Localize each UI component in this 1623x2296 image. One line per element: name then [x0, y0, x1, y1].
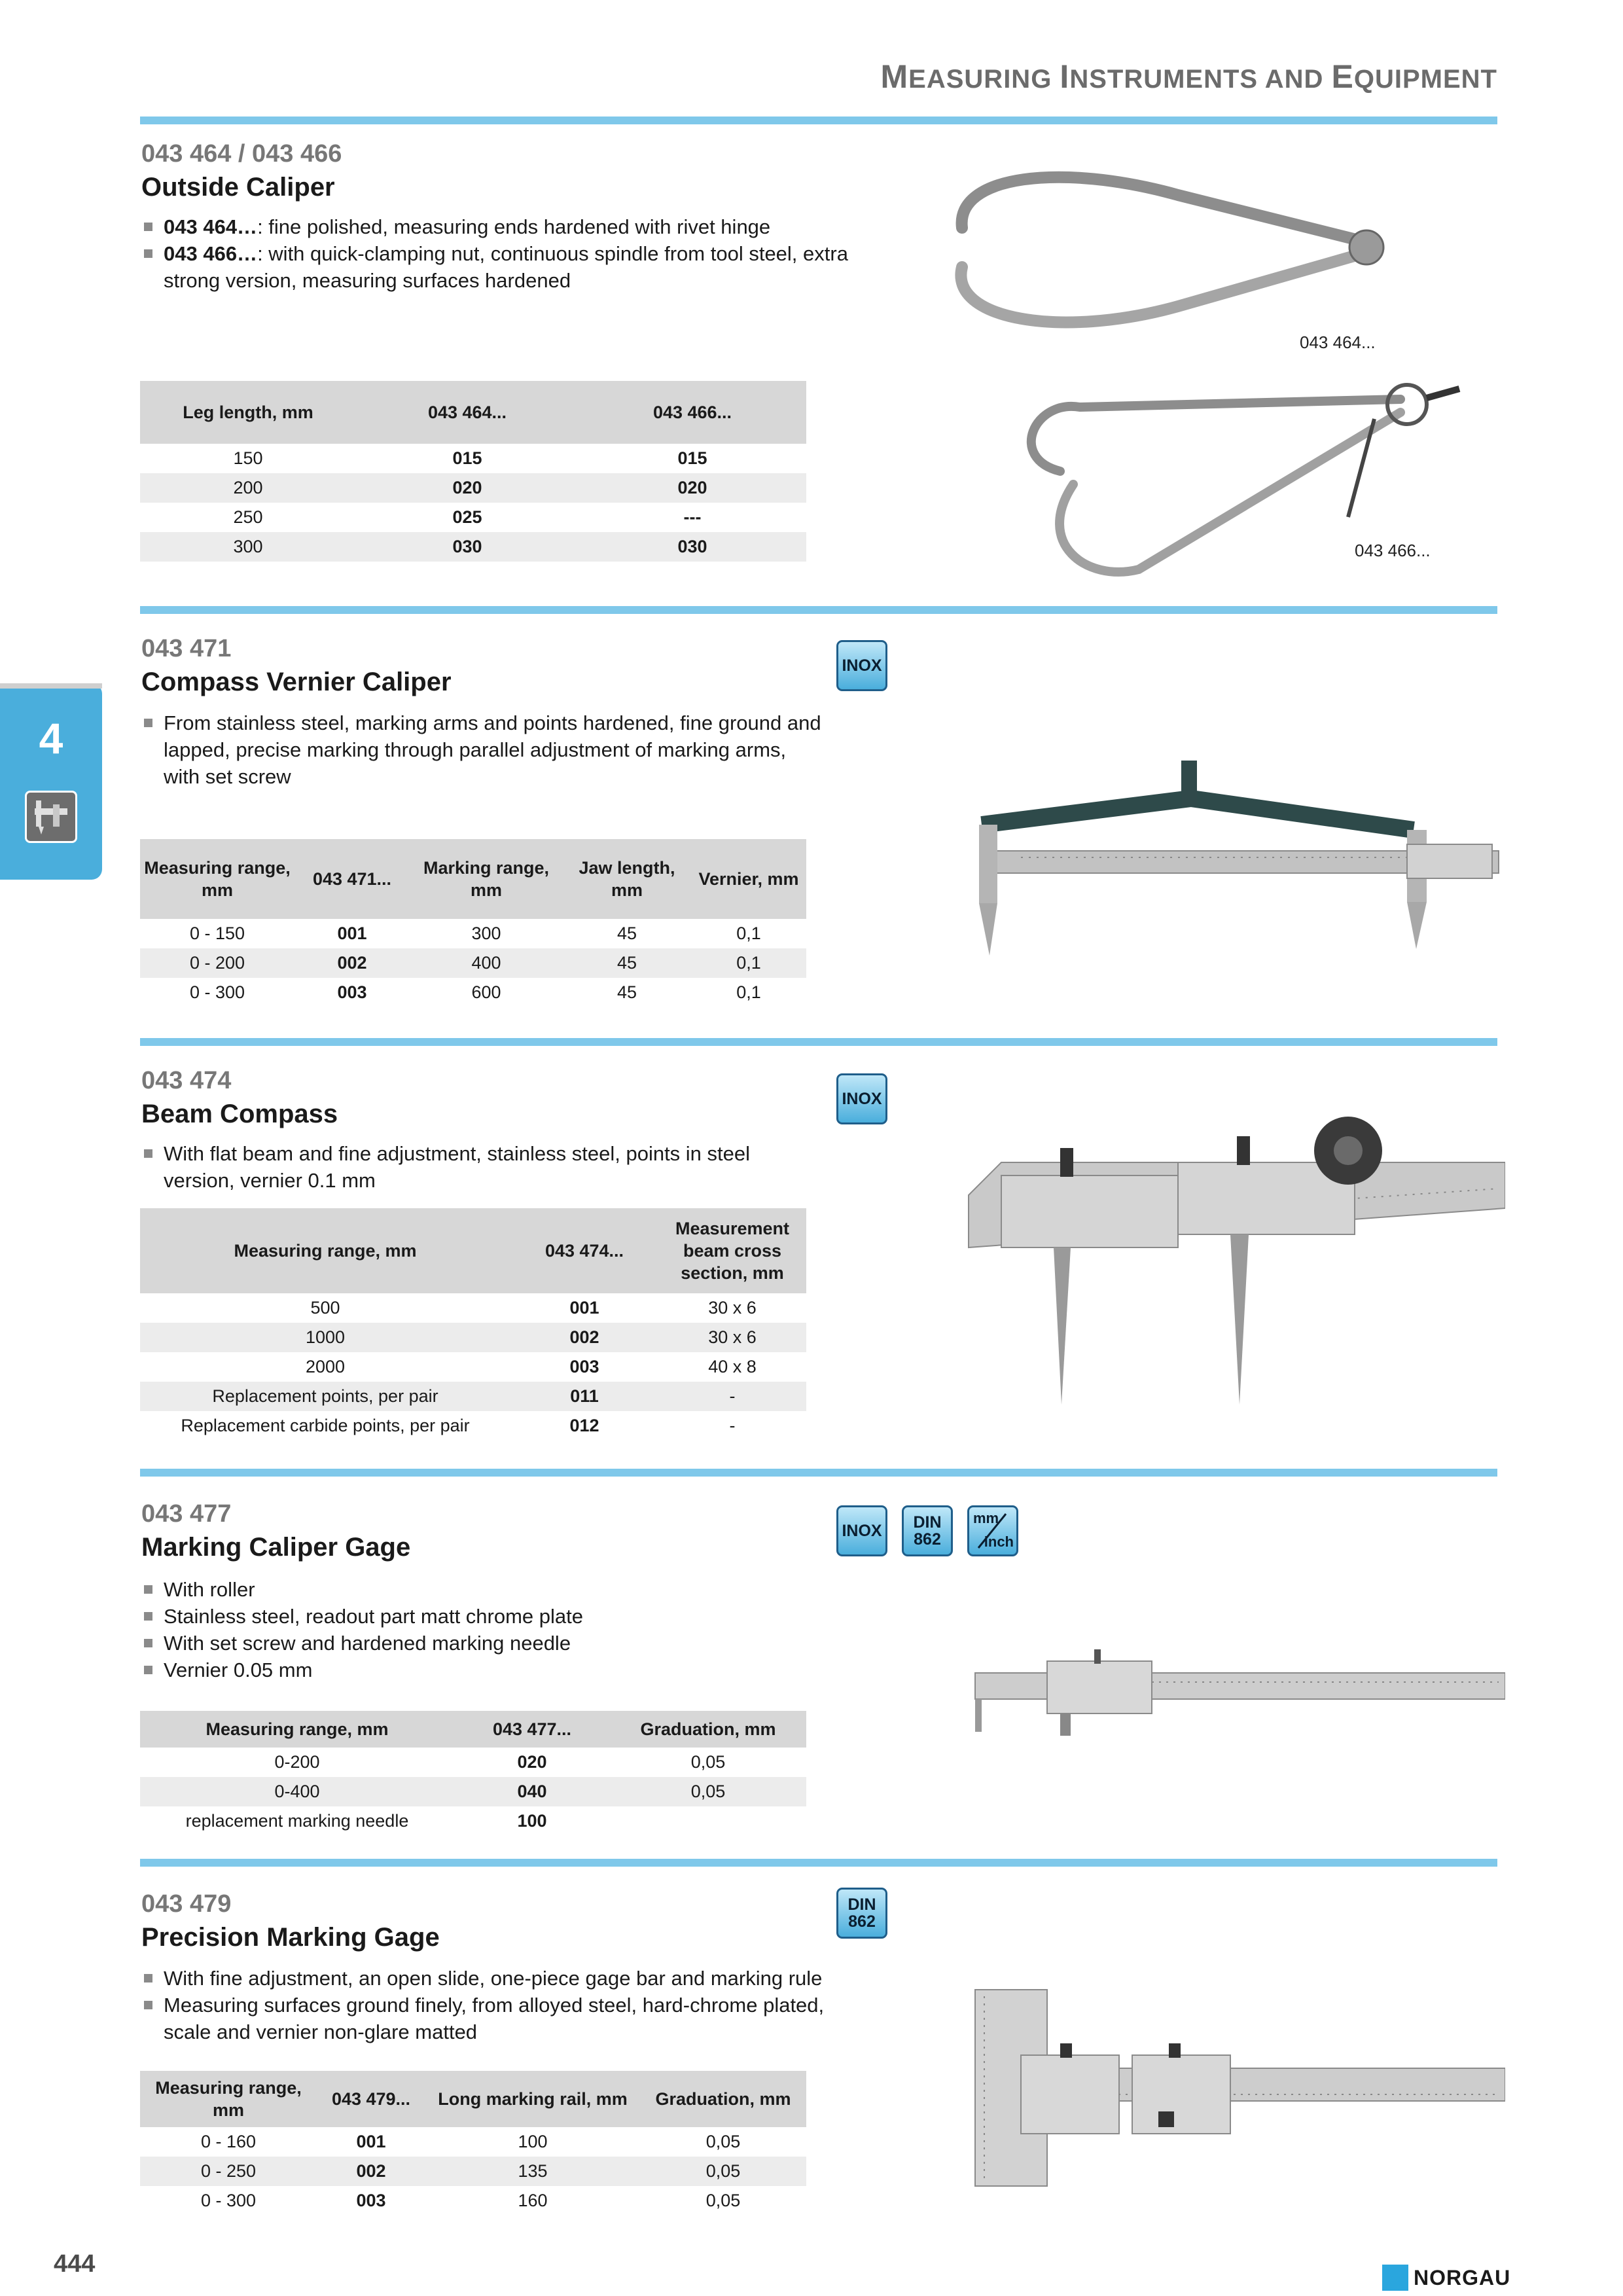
column-header: Graduation, mm [610, 1711, 806, 1748]
table-cell: 2000 [305, 1357, 346, 1376]
column-header: 043 479... [317, 2071, 425, 2127]
table-cell: 0,05 [705, 2132, 741, 2151]
chapter-number: 4 [39, 714, 63, 762]
beam-compass-image [962, 1110, 1505, 1418]
table-row [140, 1777, 806, 1806]
spec-table [140, 381, 806, 562]
product-code: 043 474 [141, 1067, 232, 1094]
list-item: 043 466…: with quick-clamping nut, continuous spindle from tool steel, extra strong version, measuring surfaces hardened [141, 240, 848, 294]
product-code: 043 471 [141, 635, 232, 662]
section-divider [140, 117, 1497, 124]
table-cell: 015 [677, 448, 707, 468]
list-item: Measuring surfaces ground finely, from alloyed steel, hard-chrome plated, scale and vernier non-glare matted [141, 1992, 874, 2045]
table-cell: 002 [510, 1323, 658, 1352]
table-cell: 150 [233, 448, 263, 468]
table-cell: 400 [410, 948, 563, 978]
column-header: 043 466... [579, 381, 806, 444]
table-cell: replacement marking needle [185, 1811, 409, 1831]
brand-logo-mark [1382, 2265, 1408, 2291]
table-cell: 0,05 [690, 1752, 726, 1772]
table-cell: 011 [510, 1382, 658, 1411]
table-cell: 0 - 200 [140, 948, 294, 978]
list-item: With flat beam and fine adjustment, stainless steel, points in steel version, vernier 0.1 mm [141, 1140, 822, 1194]
spec-table [140, 839, 806, 1007]
product-code: 043 464 / 043 466 [141, 140, 342, 168]
table-cell: 45 [563, 948, 691, 978]
table-cell: 0 - 250 [140, 2157, 317, 2186]
table-cell: 100 [517, 1811, 547, 1831]
din-862-badge: DIN 862 [836, 1888, 887, 1939]
list-item: 043 464…: fine polished, measuring ends hardened with rivet hinge [141, 213, 848, 240]
column-header: Long marking rail, mm [425, 2071, 640, 2127]
table-cell: 45 [616, 982, 637, 1002]
table-row [140, 919, 806, 948]
table-cell: Replacement carbide points, per pair [181, 1416, 470, 1435]
inox-badge: INOX [836, 1505, 887, 1556]
caliper-icon [25, 791, 77, 843]
table-cell: 0,05 [610, 1777, 806, 1806]
table-row [140, 2127, 806, 2157]
table-cell: 30 x 6 [708, 1298, 757, 1318]
product-name: Precision Marking Gage [141, 1923, 440, 1952]
product-name: Beam Compass [141, 1100, 338, 1128]
table-row [140, 444, 806, 473]
table-cell: 0-200 [274, 1752, 320, 1772]
table-cell: 500 [310, 1298, 340, 1318]
section-divider [140, 1469, 1497, 1477]
table-cell: 003 [337, 982, 367, 1002]
table-cell: 003 [356, 2191, 386, 2210]
table-cell: 200 [140, 473, 356, 503]
table-header-row [140, 2071, 806, 2127]
column-header: 043 471... [294, 839, 410, 919]
image-caption: 043 464... [1300, 332, 1376, 352]
product-name: Marking Caliper Gage [141, 1533, 411, 1562]
table-cell: 30 x 6 [658, 1323, 806, 1352]
column-header: Vernier, mm [691, 839, 806, 919]
list-item: Vernier 0.05 mm [141, 1657, 822, 1683]
column-header: 043 474... [510, 1208, 658, 1293]
list-item: From stainless steel, marking arms and points hardened, fine ground and lapped, precise marking through parallel adjustment of marking arms, with set screw [141, 709, 822, 790]
table-cell: 0-400 [140, 1777, 454, 1806]
inox-badge: INOX [836, 640, 887, 691]
page-number: 444 [54, 2250, 96, 2278]
table-cell: 020 [517, 1752, 547, 1772]
marking-caliper-gage-image [969, 1636, 1505, 1748]
table-cell: 100 [518, 2132, 548, 2151]
table-cell: - [729, 1416, 736, 1435]
image-caption: 043 466... [1355, 541, 1431, 560]
column-header: Graduation, mm [640, 2071, 806, 2127]
table-cell: 300 [140, 532, 356, 562]
column-header: Marking range, mm [410, 839, 563, 919]
din-862-badge: DIN 862 [902, 1505, 953, 1556]
feature-list [141, 1576, 822, 1683]
table-cell: 012 [569, 1416, 599, 1435]
product-code: 043 479 [141, 1890, 232, 1918]
table-cell: 40 x 8 [708, 1357, 757, 1376]
column-header: Measuring range, mm [140, 2071, 317, 2127]
brand-logo-text: NORGAU [1414, 2266, 1511, 2289]
section-divider [140, 1859, 1497, 1867]
table-cell: 0 - 150 [189, 924, 245, 943]
table-cell: 020 [579, 473, 806, 503]
table-header-row [140, 381, 806, 444]
table-cell: - [658, 1382, 806, 1411]
column-header: Measuring range, mm [140, 1208, 510, 1293]
column-header: Jaw length, mm [563, 839, 691, 919]
table-cell: 025 [452, 507, 482, 527]
table-row [140, 2157, 806, 2186]
feature-list [141, 1140, 822, 1194]
table-cell: 1000 [140, 1323, 510, 1352]
table-header-row [140, 1208, 806, 1293]
spec-table [140, 2071, 806, 2215]
feature-list [141, 1965, 874, 2045]
spec-table [140, 1711, 806, 1836]
outside-caliper-image [929, 149, 1400, 339]
list-item: With fine adjustment, an open slide, one-piece gage bar and marking rule [141, 1965, 874, 1992]
table-cell: 001 [337, 924, 367, 943]
table-cell: 030 [579, 532, 806, 562]
table-row [140, 1748, 806, 1777]
table-cell: 0,05 [640, 2157, 806, 2186]
list-item: With roller [141, 1576, 822, 1603]
list-item: Stainless steel, readout part matt chrome plate [141, 1603, 822, 1630]
mm-inch-badge: mm inch [967, 1505, 1018, 1556]
table-cell: 0 - 300 [200, 2191, 257, 2210]
column-header: 043 477... [454, 1711, 610, 1748]
inox-badge: INOX [836, 1073, 887, 1124]
table-cell: 0,1 [736, 982, 761, 1002]
table-row [140, 1352, 806, 1382]
table-row [140, 532, 806, 562]
table-cell: 0 - 160 [200, 2132, 257, 2151]
table-cell: 0,05 [705, 2191, 741, 2210]
page-title: MEASURING INSTRUMENTS AND EQUIPMENT [880, 58, 1497, 95]
table-cell: 135 [425, 2157, 640, 2186]
section-divider [140, 1038, 1497, 1046]
table-row [140, 1806, 806, 1836]
table-cell: 030 [356, 532, 579, 562]
list-item: With set screw and hardened marking needle [141, 1630, 822, 1657]
table-cell: 45 [616, 924, 637, 943]
table-cell [610, 1806, 806, 1836]
feature-list [141, 213, 848, 294]
table-cell: 600 [471, 982, 501, 1002]
table-header-row [140, 839, 806, 919]
table-cell: 250 [233, 507, 263, 527]
feature-list [141, 709, 822, 790]
compass-vernier-caliper-image [955, 753, 1505, 969]
spec-table [140, 1208, 806, 1441]
table-row [140, 1382, 806, 1411]
chapter-tab-line [0, 683, 102, 689]
table-cell: 300 [471, 924, 501, 943]
column-header: Measuring range, mm [140, 1711, 454, 1748]
product-name: Outside Caliper [141, 173, 335, 202]
chapter-tab[interactable] [0, 683, 102, 880]
table-cell: 001 [356, 2132, 386, 2151]
table-cell: 0 - 300 [189, 982, 245, 1002]
column-header: Measurement beam cross section, mm [658, 1208, 806, 1293]
table-row [140, 503, 806, 532]
column-header: 043 464... [356, 381, 579, 444]
table-cell: 002 [317, 2157, 425, 2186]
table-row [140, 1293, 806, 1323]
product-name: Compass Vernier Caliper [141, 668, 452, 696]
column-header: Measuring range, mm [140, 839, 294, 919]
table-row [140, 1411, 806, 1441]
section-divider [140, 606, 1497, 614]
product-code: 043 477 [141, 1500, 232, 1528]
table-cell: 001 [569, 1298, 599, 1318]
table-cell: Replacement points, per pair [140, 1382, 510, 1411]
table-cell: 040 [454, 1777, 610, 1806]
table-header-row [140, 1711, 806, 1748]
precision-marking-gage-image [962, 1983, 1505, 2193]
table-cell: 002 [294, 948, 410, 978]
table-cell: 0,1 [736, 924, 761, 943]
column-header: Leg length, mm [140, 381, 356, 444]
table-cell: 160 [518, 2191, 548, 2210]
table-row [140, 473, 806, 503]
table-cell: 020 [356, 473, 579, 503]
table-cell: 003 [569, 1357, 599, 1376]
table-row [140, 948, 806, 978]
table-row [140, 978, 806, 1007]
table-cell: 015 [452, 448, 482, 468]
table-row [140, 1323, 806, 1352]
table-cell: 0,1 [691, 948, 806, 978]
table-cell: --- [683, 507, 702, 527]
table-row [140, 2186, 806, 2215]
